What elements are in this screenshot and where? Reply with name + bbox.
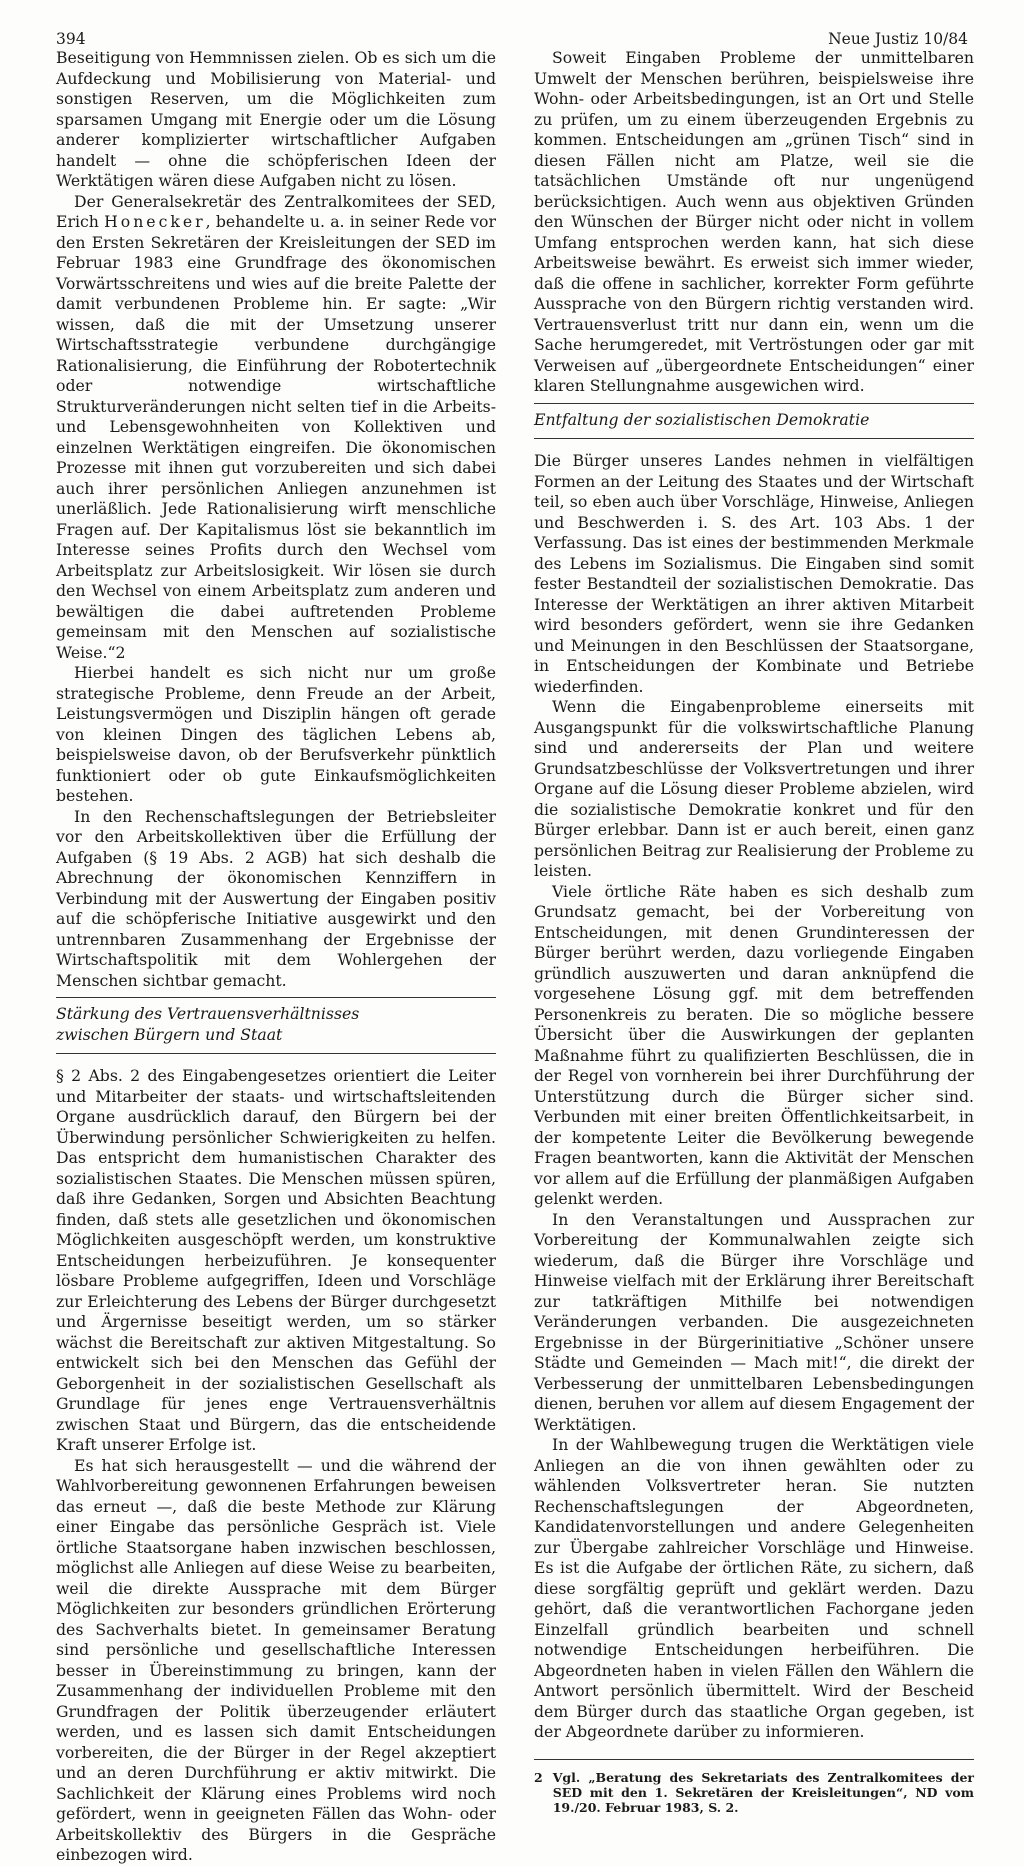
paragraph: Die Bürger unseres Landes nehmen in vielfältigen Formen an der Leitung des Staates und der Wirtschaft teil, so eben auch über Vorschläge, Hinweise, Anliegen und Beschwerden i. S. des Art. 103 Abs. 1 der Verfassung. Das ist eines der bestimmenden Merkmale des Lebens im Sozialismus. Die Eingaben sind somit fester Bestandteil der sozialistischen Demokratie. Das Interesse der Werktätigen an ihrer aktiven Mitarbeit wird besonders gefördert, wenn sie ihre Gedanken und Meinungen in den Beschlüssen der Staatsorgane, in Entscheidungen der Kombinate und Betriebe wiederfinden. [534, 451, 974, 696]
paragraph: In der Wahlbewegung trugen die Werktätigen viele Anliegen an die von ihnen gewählten oder zu wählenden Volksvertreter heran. Sie nutzten Rechenschaftslegungen der Abgeordneten, Kandidatenvorstellungen und andere Gelegenheiten zur Übergabe zahlreicher Vorschläge und Hinweise. Es ist die Aufgabe der örtlichen Räte, zu sichern, daß diese sorgfältig geprüft und geklärt werden. Dazu gehört, daß die verantwortlichen Fachorgane jeden Einzelfall gründlich bearbeiten und schnell notwendige Entscheidungen herbeiführen. Die Abgeordneten haben in vielen Fällen den Wählern die Antwort persönlich übermittelt. Wird der Bescheid dem Bürger durch das staatliche Organ gegeben, ist der Abgeordnete darüber zu informieren. [534, 1435, 974, 1741]
section-heading [56, 1004, 496, 1045]
heading-line: Entfaltung der sozialistischen Demokratie [534, 409, 870, 429]
text-run: Der Generalsekretär des Zentralkomitees der SED, Erich [56, 191, 496, 231]
paragraph: Soweit Eingaben Probleme der unmittelbaren Umwelt der Menschen berühren, beispielsweise ihre Wohn- oder Arbeitsbedingungen, ist an Ort und Stelle zu prüfen, um zu einem überzeugenden Ergebnis zu kommen. Entscheidungen am „grünen Tisch“ sind in diesen Fällen nicht am Platze, weil sie die tatsächlichen Umstände oft nur ungenügend berücksichtigen. Auch wenn aus objektiven Gründen den Wünschen der Bürger nicht oder nicht in vollem Umfang entsprochen werden kann, hat sich diese Arbeitsweise bewährt. Es erweist sich immer wieder, daß die offene in sachlicher, korrekter Form geführte Aussprache von den Bürgern richtig verstanden wird. Vertrauensverlust tritt nur dann ein, wenn um die Sache herumgeredet, mit Vertröstungen oder gar mit Verweisen auf „übergeordnete Entscheidungen“ einer klaren Stellungnahme ausgewichen wird. [534, 48, 974, 395]
footnote-divider [534, 1759, 974, 1760]
paragraph: Wenn die Eingabenprobleme einerseits mit Ausgangspunkt für die volkswirtschaftliche Planung sind und andererseits der Plan und weitere Grundsatzbeschlüsse der Volksvertretungen und ihrer Organe auf die Lösung dieser Probleme abzielen, wird die sozialistische Demokratie konkret und für den Bürger erlebbar. Dann ist er auch bereit, einen ganz persönlichen Beitrag zur Realisierung der Probleme zu leisten. [534, 697, 974, 880]
right-column [534, 48, 974, 1815]
paragraph: § 2 Abs. 2 des Eingabengesetzes orientiert die Leiter und Mitarbeiter der staats- und wirtschaftsleitenden Organe ausdrücklich darauf, den Bürgern bei der Überwindung persönlicher Schwierigkeiten zu helfen. Das entspricht dem humanistischen Charakter des sozialistischen Staates. Die Menschen müssen spüren, daß ihre Gedanken, Sorgen und Absichten Beachtung finden, daß stets alle gesetzlichen und ökonomischen Möglichkeiten ausgeschöpft werden, um konstruktive Entscheidungen herbeizuführen. Je konsequenter lösbare Probleme aufgegriffen, Ideen und Vorschläge zur Erleichterung des Lebens der Bürger durchgesetzt und Ärgernisse beseitigt werden, um so stärker wächst die Bereitschaft zur aktiven Mitgestaltung. So entwickelt sich bei den Menschen das Gefühl der Geborgenheit in der sozialistischen Gesellschaft als Grundlage für jenes enge Vertrauensverhältnis zwischen Staat und Bürgern, das die entscheidende Kraft unserer Erfolge ist. [56, 1066, 496, 1454]
heading-line: zwischen Bürgern und Staat [56, 1024, 283, 1044]
paragraph: Es hat sich herausgestellt — und die während der Wahlvorbereitung gewonnenen Erfahrungen beweisen das erneut —, daß die beste Methode zur Klärung einer Eingabe das persönliche Gespräch ist. Viele örtliche Staatsorgane haben inzwischen beschlossen, möglichst alle Anliegen auf diese Weise zu bearbeiten, weil die direkte Aussprache mit dem Bürger Möglichkeiten zur besonders gründlichen Erörterung des Sachverhalts bietet. In gemeinsamer Beratung sind persönliche und gesellschaftliche Interessen besser in Übereinstimmung zu bringen, kann der Zusammenhang der individuellen Probleme mit den Grundfragen der Politik überzeugender erläutert werden, und es lassen sich damit Entscheidungen vorbereiten, die der Bürger in der Regel akzeptiert und an deren Durchführung er aktiv mitwirkt. Die Sachlichkeit der Klärung eines Problems wird noch gefördert, wenn in geeigneten Fällen das Wohn- oder Arbeitskollektiv des Bürgers in die Gespräche einbezogen wird. [56, 1455, 496, 1864]
journal-issue: Neue Justiz 10/84 [828, 30, 968, 48]
section-divider [534, 403, 974, 404]
paragraph [56, 192, 496, 664]
page-header [56, 22, 968, 48]
footnote-number: 2 [534, 1769, 543, 1785]
paragraph: Hierbei handelt es sich nicht nur um große strategische Probleme, denn Freude an der Arbeit, Leistungsvermögen und Disziplin hängen oft gerade von kleinen Dingen des täglichen Lebens ab, beispielsweise davon, ob der Berufsverkehr pünktlich funktioniert oder ob gute Einkaufsmöglichkeiten bestehen. [56, 663, 496, 805]
section-divider [534, 438, 974, 439]
footnote-text: Vgl. „Beratung des Sekretariats des Zentralkomitees der SED mit den 1. Sekretären der Kreisleitungen“, ND vom 19./20. Februar 1983, S. 2. [552, 1769, 974, 1815]
section-heading [534, 410, 974, 431]
heading-line: Stärkung des Vertrauensverhältnisses [56, 1004, 360, 1023]
paragraph: Viele örtliche Räte haben es sich deshalb zum Grundsatz gemacht, bei der Vorbereitung von Entscheidungen, mit denen Grundinteressen der Bürger berührt werden, dazu vorliegende Eingaben gründlich auszuwerten und daran anknüpfend die vorgesehene Lösung ggf. mit dem betreffenden Personenkreis zu beraten. Die so mögliche bessere Übersicht über die Auswirkungen der geplanten Maßnahme führt zu qualifizierten Beschlüssen, die in der Regel von vornherein bei ihrer Durchführung der Unterstützung durch die Bürger sicher sind. Verbunden mit einer breiten Öffentlichkeitsarbeit, in der kompetente Leiter die Bevölkerung bewegende Fragen beantworten, kann die Aktivität der Menschen vor allem auf die Erfüllung der planmäßigen Aufgaben gelenkt werden. [534, 881, 974, 1208]
person-name: Honecker [104, 212, 206, 231]
paragraph: Beseitigung von Hemmnissen zielen. Ob es sich um die Aufdeckung und Mobilisierung von Material- und sonstigen Reserven, um die Möglichkeiten zum sparsamen Umgang mit Energie oder um die Lösung anderer komplizierter wirtschaftlicher Aufgaben handelt — ohne die schöpferischen Ideen der Werktätigen wären diese Aufgaben nicht zu lösen. [56, 48, 496, 190]
section-divider [56, 997, 496, 998]
footnote [534, 1770, 974, 1815]
left-column [56, 48, 496, 1866]
section-divider [56, 1053, 496, 1054]
paragraph: In den Rechenschaftslegungen der Betriebsleiter vor den Arbeitskollektiven über die Erfüllung der Aufgaben (§ 19 Abs. 2 AGB) hat sich deshalb die Abrechnung der ökonomischen Kennziffern in Verbindung mit der Auswertung der Eingaben positiv auf die schöpferische Initiative ausgewirkt und den untrennbaren Zusammenhang der Ergebnisse der Wirtschaftspolitik mit dem Wohlergehen der Menschen sichtbar gemacht. [56, 806, 496, 990]
page-number: 394 [56, 30, 86, 48]
paragraph: In den Veranstaltungen und Aussprachen zur Vorbereitung der Kommunalwahlen zeigte sich wiederum, daß die Bürger ihre Vorschläge und Hinweise vielfach mit der Erklärung ihrer Bereitschaft zur tatkräftigen Mithilfe bei notwendigen Veränderungen verbanden. Die ausgezeichneten Ergebnisse in der Bürgerinitiative „Schöner unsere Städte und Gemeinden — Mach mit!“, die direkt der Verbesserung der unmittelbaren Lebensbedingungen dienen, beruhen vor allem auf diesem Engagement der Werktätigen. [534, 1209, 974, 1434]
text-run: , behandelte u. a. in seiner Rede vor den Ersten Sekretären der Kreisleitungen der SED im Februar 1983 eine Grundfrage des ökonomischen Vorwärtsschreitens und wies auf die breite Palette der damit verbundenen Probleme hin. Er sagte: „Wir wissen, daß die mit der Umsetzung unserer Wirtschaftsstrategie verbundene durchgängige Rationalisierung, die Einführung der Robotertechnik oder notwendige wirtschaftliche Strukturveränderungen nicht selten tief in die Arbeits- und Lebensgewohnheiten von Kollektiven und einzelnen Werktätigen eingreifen. Die ökonomischen Prozesse mit ihnen gut vorzubereiten und sich dabei auch ihrer persönlichen Anliegen anzunehmen ist unerläßlich. Jede Rationalisierung wirft menschliche Fragen auf. Der Kapitalismus löst sie bekanntlich im Interesse seines Profits durch den Wechsel vom Arbeitsplatz zur Arbeitslosigkeit. Wir lösen sie durch den Wechsel von einem Arbeitsplatz zum anderen und bewältigen die dabei auftretenden Probleme gemeinsam mit den Menschen auf sozialistische Weise.“2 [56, 212, 496, 662]
